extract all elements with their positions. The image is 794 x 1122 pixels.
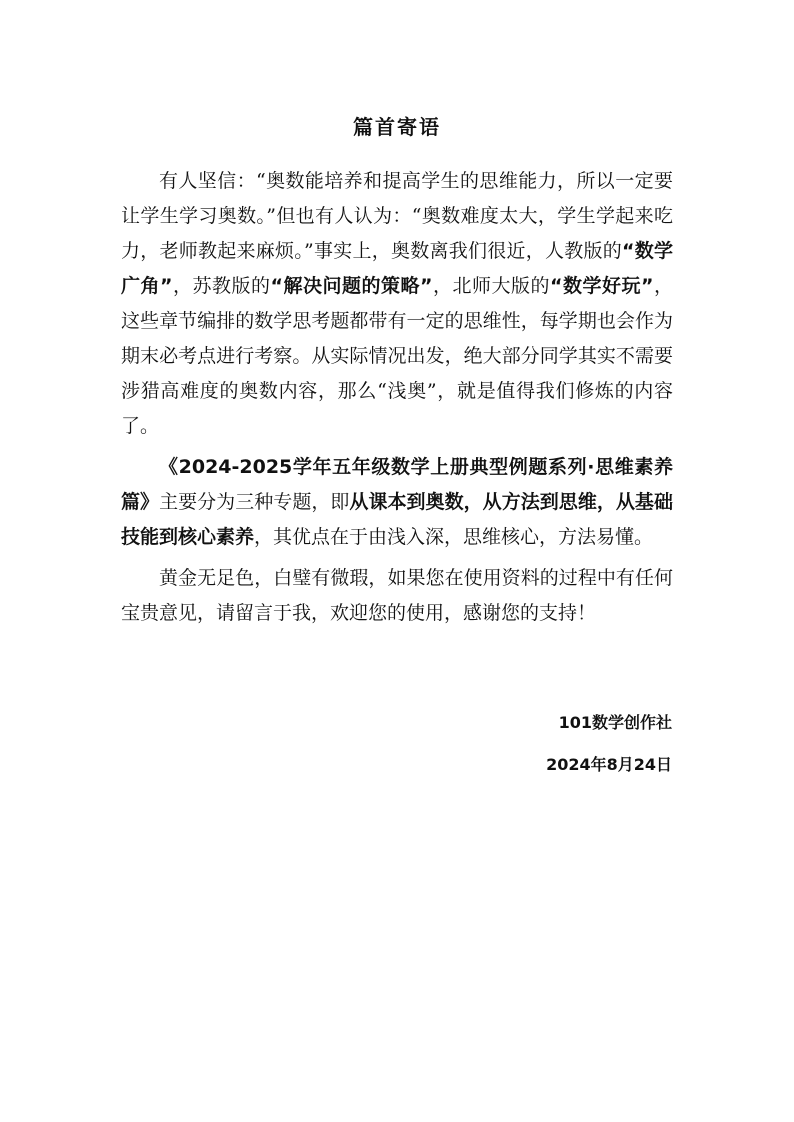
text-run: ，其优点在于由浅入深，思维核心，方法易懂。 (254, 526, 654, 548)
text-run: ，苏教版的 (172, 275, 271, 297)
signature-block (546, 702, 672, 786)
highlight-math-corner: “数学广角” (121, 240, 673, 297)
paragraph-series (121, 450, 673, 555)
highlight-series-title: 《2024-2025学年五年级数学上册典型例题系列·思维素养篇》 (121, 456, 673, 513)
signature-organization: 101数学创作社 (558, 713, 672, 732)
paragraph-intro (121, 164, 673, 444)
highlight-math-fun: “数学好玩” (549, 275, 654, 297)
text-run: ，这些章节编排的数学思考题都带有一定的思维性，每学期也会作为期末必考点进行考察。从实际情况出发，绝大部分同学其实不需要涉猎高难度的奥数内容，那么“浅奥”，就是值得我们修炼的内容了。 (121, 275, 673, 437)
text-run: ，北师大版的 (432, 275, 550, 297)
text-run: 有人坚信：“奥数能培养和提高学生的思维能力，所以一定要让学生学习奥数。”但也有人认为：“奥数难度太大，学生学起来吃力，老师教起来麻烦。”事实上，奥数离我们很近，人教版的 (121, 170, 673, 262)
document-body (121, 164, 673, 637)
page-title: 篇首寄语 (353, 115, 441, 139)
text-run: 黄金无足色，白璧有微瑕，如果您在使用资料的过程中有任何宝贵意见，请留言于我，欢迎您的使用，感谢您的支持！ (121, 567, 673, 624)
signature-date: 2024年8月24日 (546, 755, 672, 774)
highlight-topics: 从课本到奥数，从方法到思维，从基础技能到核心素养 (121, 491, 673, 548)
paragraph-closing (121, 561, 673, 631)
highlight-problem-strategy: “解决问题的策略” (270, 275, 433, 297)
text-run: 主要分为三种专题，即 (159, 491, 350, 513)
